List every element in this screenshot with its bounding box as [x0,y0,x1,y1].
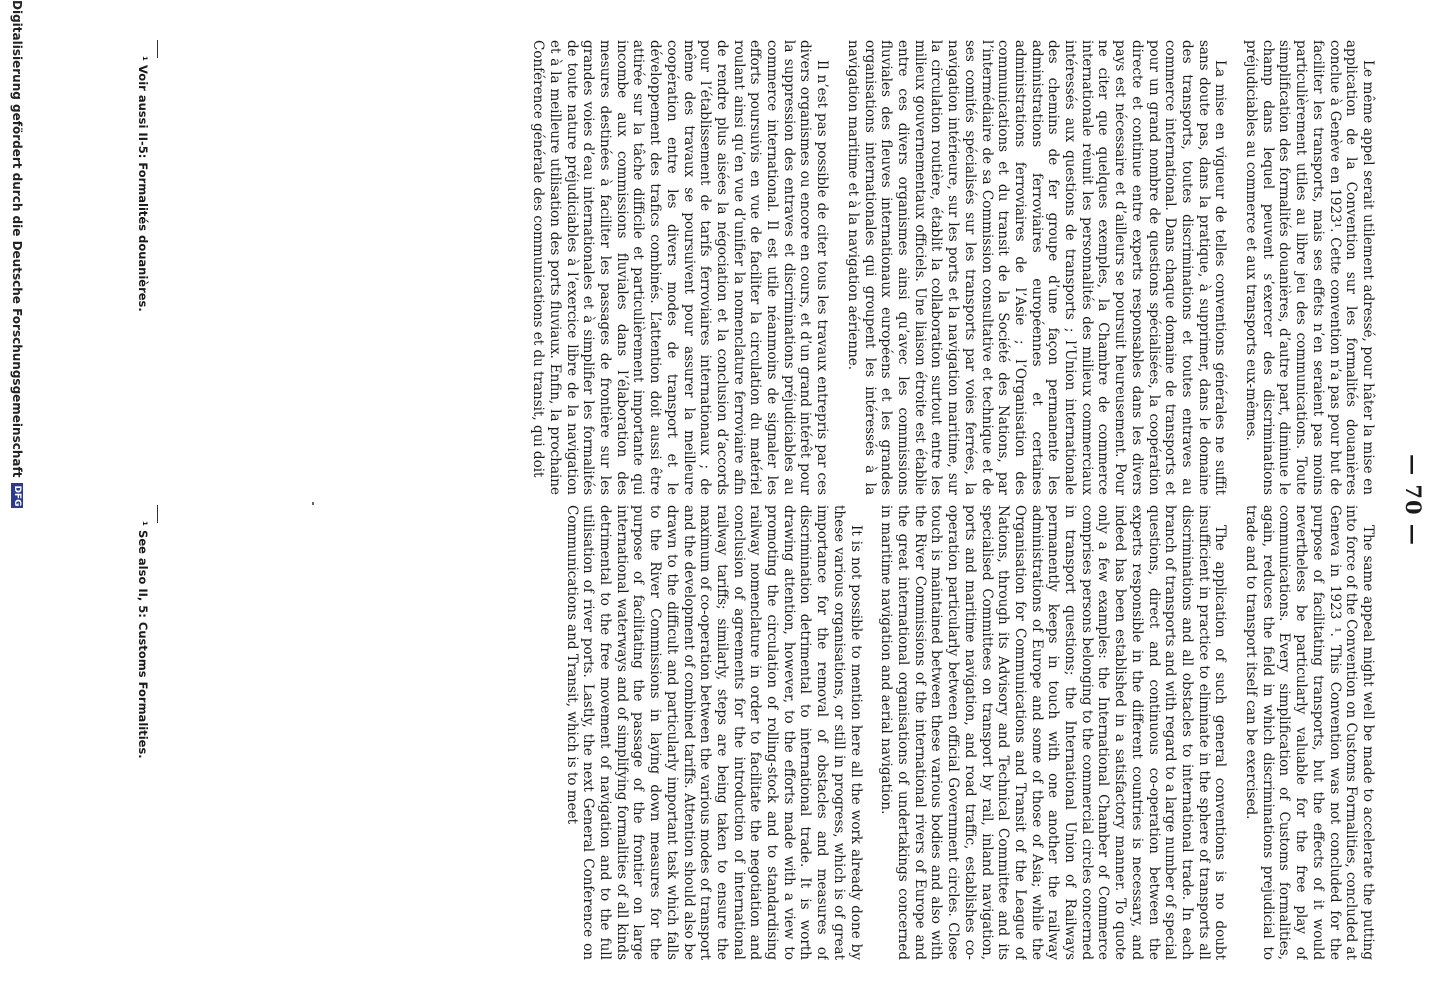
french-column [136,40,1376,495]
footnote: ¹ See also II, 5: Customs Formalities. [136,505,150,960]
paragraph: It is not possible to mention here all the work already done by these various organisations, or still in progress, which is of great importance for the removal of obstacles and measures of discrimination detrimental to international trade. It is worth drawing attention, however, to the efforts made with a view to promoting the circulation of rolling-stock and to standardising railway nomenclature in order to facilitate the negotiation and conclusion of agreements for the introduction of international railway tariffs; similarly, steps are being taken to ensure the maximum of co-operation between the various modes of transport and the development of combined tariffs. Attention should also be drawn to the difficult and particularly important task which falls to the River Commissions in laying down measures for the purpose of facilitating the passage of the frontier on large international waterways and of simplifying formalities of all kinds detrimental to the free movement of navigation and to the full utilisation of river ports. Lastly, the next General Conference on Communications and Transit, which is to meet [563,505,864,960]
footnote: ¹ Voir aussi II-5: Formalités douanières. [136,40,150,495]
paragraph: Le même appel serait utilement adressé, pour hâter la mise en application de la Convention sur les formalités douanières conclue à Genève en 1923¹. Cette convention n’a pas pour but de faciliter les transports, mais ses effets n’en seraient pas moins particulièrement utiles au libre jeu des communications. Toute simplification des formalités douanières, d’autre part, diminue le champ dans lequel peuvent s’exercer des discriminations préjudiciables au commerce et aux transports eux-mêmes. [1243,40,1376,495]
paragraph: La mise en vigueur de telles conventions générales ne suffit sans doute pas, dans la pratique, à supprimer, dans le domaine des transports, toutes discriminations et toutes entraves au commerce international. Dans chaque domaine de transports et pour un grand nombre de questions spécialisées, la coopération directe et continue entre experts responsables dans les divers pays est nécessaire et d’ailleurs se poursuit heureusement. Pour ne citer que quelques exemples, la Chambre de commerce internationale réunit les personnalités des milieux commerciaux intéressés aux questions de transports ; l’Union internationale des chemins de fer groupe d’une façon permanente les administrations ferroviaires européennes et certaines administrations ferroviaires de l’Asie ; l’Organisation des communications et du transit de la Société des Nations, par l’intermédiaire de sa Commission consultative et technique et de ses comités spécialisés sur les transports par voies ferrées, la navigation intérieure, sur les ports et la navigation maritime, sur la circulation routière, établit la collaboration surtout entre les milieux gouvernementaux officiels. Une liaison étroite est établie entre ces divers organismes ainsi qu’avec les commissions fluviales des fleuves internationaux européens et les grandes organisations internationales qui groupent les intéressés à la navigation maritime et à la navigation aérienne. [844,40,1229,495]
paragraph: Il n’est pas possible de citer tous les travaux entrepris par ces divers organismes ou encore en cours, et d’un grand intérêt pour la suppression des entraves et discriminations préjudiciables au commerce international. Il est utile néanmoins de signaler les efforts poursuivis en vue de faciliter la circulation du matériel roulant ainsi qu’en vue d’unifier la nomenclature ferroviaire afin de rendre plus aisées la négociation et la conclusion d’accords pour l’établissement de tarifs ferroviaires internationaux ; de même des travaux se poursuivent pour assurer la meilleure coopération entre les divers modes de transport et le développement des trafics combinés. L’attention doit aussi être attirée sur la tâche difficile et particulièrement importante qui incombe aux commissions fluviales dans l’élaboration des mesures destinées à faciliter les passages de frontière sur les grandes voies d’eau internationales et à simplifier les formalités de toute nature préjudiciables à l’exercice libre de la navigation et à la meilleure utilisation des ports fluviaux. Enfin, la prochaine Conférence générale des communications et du transit, qui doit [530,40,831,495]
paragraph: The application of such general conventions is no doubt insufficient in practice to eliminate in the sphere of transports all discriminations and all obstacles to international trade. In each branch of transports and with regard to a large number of special questions, direct and continuous co-operation between the experts responsible in the different countries is necessary, and indeed has been established in a satisfactory manner. To quote only a few examples: the International Chamber of Commerce comprises persons belonging to the commercial circles concerned in transport questions; the International Union of Railways permanently keeps in touch with one another the railway administrations of Europe and some of those of Asia; while the Organisation for Communications and Transit of the League of Nations, through its Advisory and Technical Committee and its specialised Committees on transport by rail, inland navigation, ports and maritime navigation, and road traffic, establishes co-operation particularly between official Government circles. Close touch is maintained between these various bodies and also with the River Commissions of the international rivers of Europe and the great international organisations of undertakings concerned in maritime navigation and aerial navigation. [878,505,1229,960]
credit-text: Digitalisierung gefördert durch die Deutsche Forschungsgemeinschaft [10,0,24,478]
digitization-credit [10,0,24,1000]
page-number: — 70 — [1401,454,1426,546]
scan-speck [312,502,314,505]
dfg-logo-icon: DFG [12,485,22,507]
english-column [136,505,1376,960]
paragraph: The same appeal might well be made to accelerate the putting into force of the Convention on Customs Formalities, concluded at Geneva in 1923 ¹. This Convention was not concluded for the purpose of facilitating transports, but the effects of it would nevertheless be particularly valuable for the free play of communications. Every simplification of Customs formalities, again, reduces the field in which discriminations prejudicial to trade and to transport itself can be exercised. [1243,505,1376,960]
